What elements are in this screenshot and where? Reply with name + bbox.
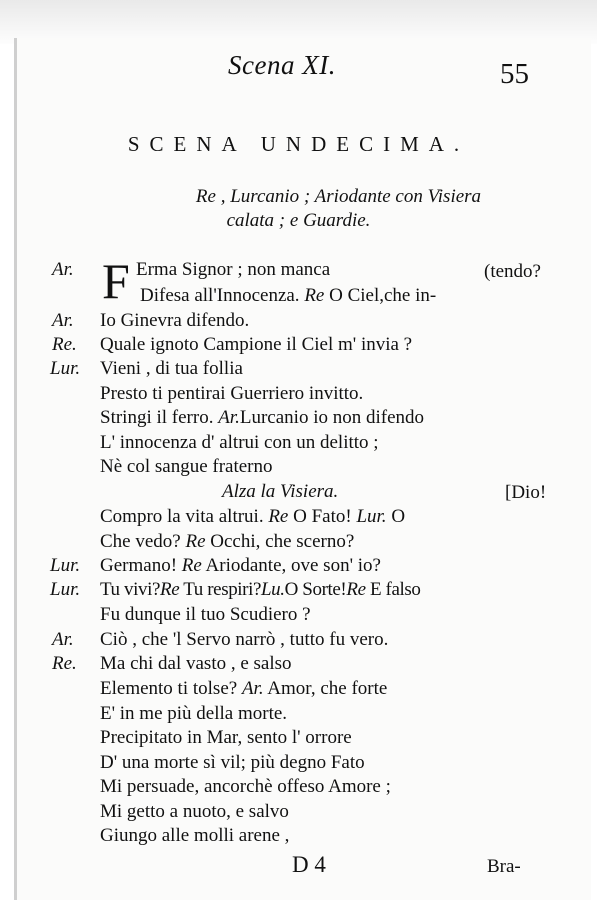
inline-speaker: Re [185, 531, 206, 552]
verse-line: Precipitato in Mar, sento l' orrore [100, 727, 352, 748]
verse-turnover: (tendo? [484, 261, 541, 282]
speaker-label: Ar. [52, 629, 74, 650]
verse-line: Elemento ti tolse? Ar. Amor, che forte [100, 678, 388, 699]
verse-line: Nè col sangue fraterno [100, 456, 273, 477]
verse-line: Quale ignoto Campione il Ciel m' invia ? [100, 334, 413, 355]
inline-speaker: Re [181, 555, 202, 576]
inline-speaker: Lur. [356, 506, 387, 527]
verse-line: Mi getto a nuoto, e salvo [100, 801, 289, 822]
verse-line: Ciò , che 'l Servo narrò , tutto fu vero. [100, 629, 389, 650]
stage-direction: Alza la Visiera. [222, 481, 339, 502]
scene-title: SCENA UNDECIMA. [127, 132, 470, 156]
verse-line: Presto ti pentirai Guerriero invitto. [100, 383, 364, 404]
speaker-label: Re. [52, 653, 77, 674]
verse-line: D' una morte sì vil; più degno Fato [100, 752, 365, 773]
signature-mark: D 4 [292, 852, 326, 877]
speaker-label: Ar. [52, 259, 74, 280]
verse-line: Ma chi dal vasto , e salso [100, 653, 292, 674]
verse-line: Tu vivi?Re Tu respiri?Lu.O Sorte!Re E falso [100, 579, 421, 600]
inline-speaker: Lu. [261, 579, 285, 600]
verse-line: L' innocenza d' altrui con un delitto ; [100, 432, 379, 453]
speaker-label: Lur. [50, 579, 81, 600]
verse-line: Difesa all'Innocenza. Re O Ciel,che in- [140, 285, 437, 306]
verse-line: Germano! Re Ariodante, ove son' io? [100, 555, 381, 576]
running-head: Scena XI. [228, 50, 336, 80]
verse-line: Io Ginevra difendo. [100, 310, 250, 331]
inline-speaker: Ar. [241, 678, 264, 699]
verse-line: Che vedo? Re Occhi, che scerno? [100, 531, 355, 552]
verse-line: Giungo alle molli arene , [100, 825, 290, 846]
inline-speaker: Re [346, 579, 366, 600]
verse-line: Erma Signor ; non manca [136, 259, 331, 280]
inline-speaker: Re [304, 285, 325, 306]
speaker-label: Re. [52, 334, 77, 355]
verse-line: E' in me più della morte. [100, 703, 288, 724]
speaker-label: Ar. [52, 310, 74, 331]
inline-speaker: Re [268, 506, 289, 527]
page-number: 55 [500, 58, 529, 90]
cast-line-1: Re , Lurcanio ; Ariodante con Visiera [195, 186, 482, 207]
catchword: Bra- [487, 856, 521, 877]
verse-line: Stringi il ferro. Ar.Lurcanio io non difendo [100, 407, 425, 428]
speaker-label: Lur. [50, 555, 81, 576]
verse-line: Mi persuade, ancorchè offeso Amore ; [100, 776, 391, 797]
verse-turnover: [Dio! [505, 482, 547, 503]
cast-line-2: calata ; e Guardie. [226, 210, 371, 231]
inline-speaker: Ar. [218, 407, 240, 428]
speaker-label: Lur. [50, 358, 81, 379]
drop-cap: F [102, 253, 130, 309]
verse-line: Fu dunque il tuo Scudiero ? [100, 604, 311, 625]
inline-speaker: Re [159, 579, 180, 600]
verse-line: Vieni , di tua follia [100, 358, 243, 379]
verse-line: Compro la vita altrui. Re O Fato! Lur. O [100, 506, 406, 527]
